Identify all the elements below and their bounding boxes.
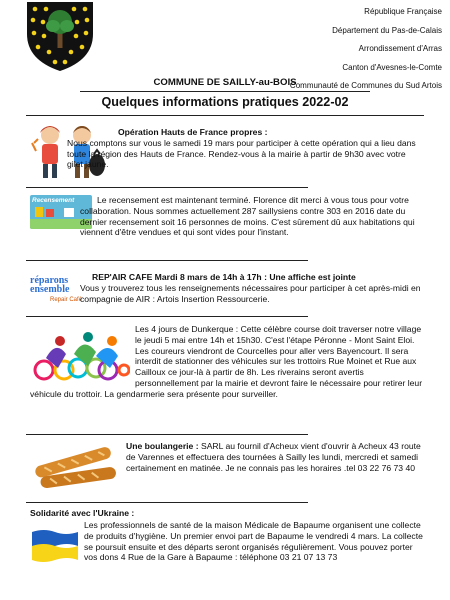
bakery-section bbox=[126, 441, 426, 473]
divider bbox=[26, 316, 308, 317]
commune-name: COMMUNE DE SAILLY-au-BOIS bbox=[153, 77, 297, 88]
divider bbox=[26, 502, 308, 503]
repair-logo-text: réparons ensemble bbox=[30, 275, 70, 295]
coat-of-arms-crest bbox=[24, 0, 96, 72]
hdf-text: Nous comptons sur vous le samedi 19 mars pour participer à cette opération qui a lieu dans toute la région des Hauts de France. Rendez-vous à la mairie à partir de 9h30 avec votre gilet jaune. bbox=[67, 137, 416, 170]
repair-text: Vous y trouverez tous les renseignements nécessaires pour participer à cet après-midi en compagnie de AIR : Artois Insertion Ressourcerie. bbox=[80, 282, 421, 304]
admin-line: Canton d'Avesnes-le-Comte bbox=[342, 62, 442, 72]
ukraine-heading-row bbox=[30, 508, 430, 519]
dunkerque-section bbox=[30, 324, 428, 400]
repair-logo-subtext: Repair Café bbox=[50, 297, 83, 303]
hdf-section bbox=[66, 127, 418, 170]
dunkerque-text-body: Les 4 jours de Dunkerque : Cette célèbre course doit traverser notre village le jeudi 5 mai entre 14h et 15h30. C'est l'étape Péronne - Mont Saint Eloi. Les coureurs viendront de Courcelles pour aller vers Bayencourt. Il sera interdit de stationner des véhicules sur les trottoirs Rue Moinet et Rue aux Cailloux ce jour-là à partir de 8h. Les riverains seront avertis personnellement par la mairie et devront faire le nécessaire pour retirer leur véhicule du trottoir. La gendarmerie sera présente pour surveiller. bbox=[30, 324, 423, 399]
admin-line: Communauté de Communes du Sud Artois bbox=[289, 81, 442, 90]
census-section bbox=[80, 195, 425, 238]
census-image-caption: Recensement bbox=[32, 197, 75, 204]
ukraine-section bbox=[30, 520, 426, 570]
repair-heading: REP'AIR CAFE Mardi 8 mars de 14h à 17h : Une affiche est jointe bbox=[92, 272, 356, 282]
baguettes-illustration bbox=[32, 446, 118, 492]
divider bbox=[26, 434, 308, 435]
divider bbox=[26, 187, 308, 188]
divider bbox=[26, 260, 308, 261]
admin-line: Arrondissement d'Arras bbox=[358, 44, 442, 53]
bakery-heading: Une boulangerie : bbox=[126, 441, 199, 451]
ukraine-text bbox=[30, 520, 426, 563]
divider bbox=[26, 115, 424, 116]
ukraine-heading: Solidarité avec l'Ukraine : bbox=[30, 508, 135, 518]
admin-line: République Française bbox=[364, 7, 442, 16]
dunkerque-text bbox=[30, 324, 428, 400]
divider bbox=[80, 91, 370, 92]
ukraine-text-body: Les professionnels de santé de la maison Médicale de Bapaume organisent une collecte de produits d'hygiène. Un premier envoi part de Bapaume le vendredi 4 mars. La collecte se poursuit ensuite et des départs seront organisés régulièrement. Vous pouvez porter vos dons 4 Rue de la Gare à Bapaume : téléphone 03 21 07 13 73 bbox=[84, 520, 423, 563]
hdf-heading: Opération Hauts de France propres : bbox=[118, 127, 268, 137]
census-text-body: Le recensement est maintenant terminé. Florence dit merci à vous tous pour votre collaboration. Nous sommes actuellement 287 saillysiens contre 303 en 2016 date du dernier recensement soit 16 personnes de moins. C'est sûrement dû aux habitations qui viennent d'être vendues et qui sont vides pour l'instant. bbox=[80, 195, 415, 238]
admin-line: Département du Pas-de-Calais bbox=[332, 25, 442, 35]
bakery-text bbox=[126, 441, 426, 473]
census-text bbox=[80, 195, 425, 238]
repair-section bbox=[80, 272, 425, 304]
page-title: Quelques informations pratiques 2022-02 bbox=[101, 95, 349, 109]
bakery-text-body: SARL au fournil d'Acheux vient d'ouvrir à Acheux 43 route de Varennes et effectuera des tournées à Sailly les lundi, mercredi et samedi certainement en matinée. Je ne connais pas les horaires .tel 03 22 76 73 40 bbox=[126, 441, 421, 473]
